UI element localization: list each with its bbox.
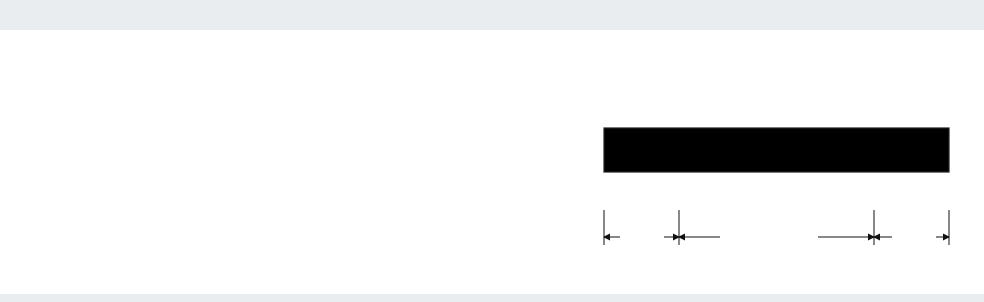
dimension-lines [604,210,949,245]
beam-figure [580,70,980,270]
beam-diagram-svg [580,70,980,270]
beam-body [604,128,949,172]
